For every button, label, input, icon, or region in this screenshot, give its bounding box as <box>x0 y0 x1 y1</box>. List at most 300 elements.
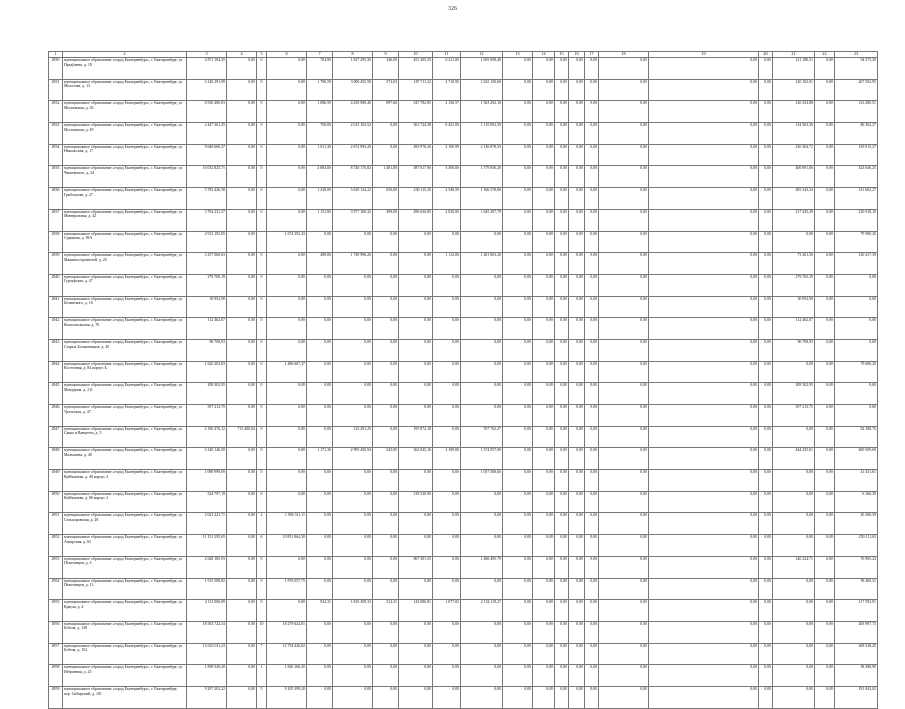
value-cell: 0,00 <box>569 79 585 101</box>
address-cell: муниципальное образование «город Екатеринбург», г. Екатеринбург, ул. Бебеля, д. 138 <box>63 621 187 643</box>
table-row <box>49 231 878 253</box>
table-row <box>49 578 878 600</box>
value-cell: 0,00 <box>759 448 773 470</box>
value-cell: 0,00 <box>569 686 585 708</box>
address-cell: муниципальное образование «город Екатеринбург», г. Екатеринбург, ул. Ангарская, д. 63 <box>63 535 187 557</box>
column-header: 15 <box>555 52 569 58</box>
row-number-cell: 4941 <box>49 296 63 318</box>
value-cell: 0,00 <box>773 426 815 448</box>
value-cell: 0,00 <box>815 665 835 687</box>
value-cell: 0,00 <box>569 188 585 210</box>
value-cell: 0,00 <box>503 231 533 253</box>
value-cell: 0,00 <box>759 556 773 578</box>
value-cell: 0,00 <box>815 578 835 600</box>
value-cell: 2 156,57 <box>433 101 461 123</box>
value-cell: 0,00 <box>227 296 257 318</box>
value-cell: 0,00 <box>227 556 257 578</box>
value-cell: 0,00 <box>585 621 599 643</box>
value-cell: 0,00 <box>307 339 333 361</box>
value-cell: 0,00 <box>599 188 649 210</box>
table-row <box>49 535 878 557</box>
value-cell: 30 952,90 <box>187 296 227 318</box>
value-cell: 0,00 <box>585 491 599 513</box>
value-cell: 0,00 <box>267 448 307 470</box>
value-cell: 0,00 <box>227 339 257 361</box>
value-cell: 0 <box>257 58 267 80</box>
value-cell: 0,00 <box>815 123 835 145</box>
value-cell: 0,00 <box>461 621 503 643</box>
value-cell: 489,00 <box>307 253 333 275</box>
column-header: 14 <box>533 52 555 58</box>
address-cell: муниципальное образование «город Екатеринбург», г. Екатеринбург, ул. Московская, д. 30 <box>63 101 187 123</box>
value-cell: 0,00 <box>533 686 555 708</box>
value-cell: 0,00 <box>307 686 333 708</box>
row-number-cell: 4952 <box>49 535 63 557</box>
value-cell: 0,00 <box>503 166 533 188</box>
column-header: 2 <box>63 52 187 58</box>
value-cell: 0,00 <box>227 621 257 643</box>
value-cell: 0,00 <box>533 470 555 492</box>
value-cell: 0,00 <box>533 578 555 600</box>
value-cell: 246,00 <box>373 58 399 80</box>
value-cell: 4 113 000,09 <box>187 600 227 622</box>
value-cell: 0,00 <box>433 578 461 600</box>
value-cell: 0,00 <box>759 383 773 405</box>
value-cell: 0,00 <box>399 686 433 708</box>
value-cell: 1 166 378,06 <box>461 188 503 210</box>
value-cell: 0,00 <box>227 144 257 166</box>
value-cell: 0,00 <box>503 405 533 427</box>
value-cell: 0,00 <box>555 361 569 383</box>
value-cell: 3 140 291,99 <box>187 79 227 101</box>
value-cell: 0,00 <box>333 665 373 687</box>
column-header: 23 <box>835 52 878 58</box>
value-cell: 0,00 <box>555 621 569 643</box>
address-cell: муниципальное образование «город Екатеринбург», г. Екатеринбург, ул. Чапаевского, д. 24 <box>63 166 187 188</box>
value-cell: 0,00 <box>373 339 399 361</box>
value-cell: 0 <box>257 448 267 470</box>
table-row <box>49 643 878 665</box>
value-cell: 3 257 060,63 <box>187 253 227 275</box>
value-cell: 0,00 <box>759 166 773 188</box>
value-cell: 0,00 <box>555 274 569 296</box>
row-number-cell: 4957 <box>49 643 63 665</box>
value-cell: 0,00 <box>555 188 569 210</box>
value-cell: 0,00 <box>555 491 569 513</box>
value-cell: 0,00 <box>569 58 585 80</box>
value-cell: 0,00 <box>461 513 503 535</box>
row-number-cell: 4956 <box>49 621 63 643</box>
value-cell: 0,00 <box>433 513 461 535</box>
value-cell: 140 224,71 <box>773 556 815 578</box>
column-header: 21 <box>773 52 815 58</box>
row-number-cell: 4950 <box>49 491 63 513</box>
value-cell: 0,00 <box>569 123 585 145</box>
value-cell: 713 400,84 <box>227 426 257 448</box>
value-cell: 0,00 <box>373 665 399 687</box>
value-cell: 0,00 <box>835 383 878 405</box>
value-cell: 0,00 <box>307 296 333 318</box>
column-header: 1 <box>49 52 63 58</box>
value-cell: 0,00 <box>649 188 759 210</box>
value-cell: 2 628 185,93 <box>187 556 227 578</box>
column-header: 13 <box>503 52 533 58</box>
value-cell: 0,00 <box>503 101 533 123</box>
value-cell: 0,00 <box>307 513 333 535</box>
value-cell: 0,00 <box>569 318 585 340</box>
address-cell: муниципальное образование «город Екатеринбург», г. Екатеринбург, ул. Минеральная, д. 42 <box>63 209 187 231</box>
value-cell: 0,00 <box>433 296 461 318</box>
value-cell: 0,00 <box>599 144 649 166</box>
value-cell: 0,00 <box>773 686 815 708</box>
value-cell: 0,00 <box>759 318 773 340</box>
value-cell: 0 <box>257 144 267 166</box>
value-cell: 0,00 <box>227 665 257 687</box>
value-cell: 3 109,00 <box>433 448 461 470</box>
value-cell: 0 <box>257 491 267 513</box>
value-cell: 0,00 <box>759 405 773 427</box>
value-cell: 0,00 <box>649 556 759 578</box>
value-cell: 0,00 <box>649 448 759 470</box>
value-cell: 0,00 <box>773 665 815 687</box>
value-cell: 0,00 <box>599 600 649 622</box>
value-cell: 323 646,25 <box>835 166 878 188</box>
value-cell: 0,00 <box>585 361 599 383</box>
value-cell: 0,00 <box>267 209 307 231</box>
value-cell: 8 530 480,03 <box>187 101 227 123</box>
value-cell: 0,00 <box>227 79 257 101</box>
value-cell: 0,00 <box>333 535 373 557</box>
value-cell: 0,00 <box>433 405 461 427</box>
value-cell: 0 <box>257 578 267 600</box>
address-cell: муниципальное образование «город Екатеринбург», г. Екатеринбург, ул. Грибоедова, д. 27 <box>63 188 187 210</box>
value-cell: 0,00 <box>533 144 555 166</box>
row-number-cell: 4946 <box>49 405 63 427</box>
value-cell: 0,00 <box>555 58 569 80</box>
value-cell: 0,00 <box>399 231 433 253</box>
row-number-cell: 4955 <box>49 600 63 622</box>
value-cell: 0,00 <box>461 491 503 513</box>
value-cell: 0,00 <box>555 470 569 492</box>
value-cell: 0,00 <box>585 339 599 361</box>
value-cell: 0,00 <box>333 361 373 383</box>
value-cell: 451 305,35 <box>399 58 433 80</box>
value-cell: 1 915 588,82 <box>187 578 227 600</box>
value-cell: 2 447 361,25 <box>187 123 227 145</box>
value-cell: 279 700,19 <box>187 274 227 296</box>
value-cell: 0,00 <box>773 513 815 535</box>
value-cell: 0 <box>257 274 267 296</box>
value-cell: 1 119 092,50 <box>461 123 503 145</box>
value-cell: 0,00 <box>585 253 599 275</box>
value-cell: 0,00 <box>433 318 461 340</box>
value-cell: 120 102,91 <box>773 79 815 101</box>
value-cell: 0,00 <box>599 383 649 405</box>
column-header: 8 <box>333 52 373 58</box>
value-cell: 0,00 <box>569 231 585 253</box>
value-cell: 0,00 <box>533 188 555 210</box>
value-cell: 0,00 <box>569 643 585 665</box>
value-cell: 0,00 <box>599 58 649 80</box>
address-cell: муниципальное образование «город Екатеринбург», г. Екатеринбург, ул. Восточная, д. 84 корпус Б <box>63 361 187 383</box>
value-cell: 0,00 <box>555 665 569 687</box>
value-cell: 0,00 <box>815 600 835 622</box>
value-cell: 0,00 <box>533 621 555 643</box>
column-header: 22 <box>815 52 835 58</box>
value-cell: 0,00 <box>585 686 599 708</box>
value-cell: 2 154 119,27 <box>461 600 503 622</box>
value-cell: 6 <box>257 535 267 557</box>
value-cell: 0,00 <box>555 556 569 578</box>
value-cell: 2 084,00 <box>307 166 333 188</box>
value-cell: 0,00 <box>503 296 533 318</box>
value-cell: 9 640 660,27 <box>187 144 227 166</box>
value-cell: 18 563 722,34 <box>187 621 227 643</box>
value-cell: 0,00 <box>649 58 759 80</box>
value-cell: 0,00 <box>599 535 649 557</box>
value-cell: 217 435,29 <box>773 209 815 231</box>
row-number-cell: 4944 <box>49 361 63 383</box>
value-cell: 0 <box>257 253 267 275</box>
value-cell: 73 261,50 <box>773 253 815 275</box>
value-cell: 0,00 <box>503 253 533 275</box>
value-cell: 0,00 <box>503 556 533 578</box>
value-cell: 2 672 993,20 <box>333 144 373 166</box>
value-cell: 0,00 <box>433 535 461 557</box>
value-cell: 0,00 <box>373 513 399 535</box>
value-cell: 0,00 <box>585 123 599 145</box>
value-cell: 0,00 <box>555 253 569 275</box>
value-cell: 0,00 <box>585 58 599 80</box>
value-cell: 0,00 <box>503 58 533 80</box>
value-cell: 0,00 <box>503 274 533 296</box>
value-cell: 0,00 <box>585 665 599 687</box>
value-cell: 0,00 <box>333 686 373 708</box>
address-cell: муниципальное образование «город Екатеринбург», г. Екатеринбург, ул. Бебеля, д. 154 <box>63 643 187 665</box>
value-cell: 0,00 <box>555 426 569 448</box>
value-cell: 0,00 <box>569 144 585 166</box>
value-cell: 1 994 311,11 <box>267 513 307 535</box>
value-cell: 0 <box>257 556 267 578</box>
value-cell: 0,00 <box>585 188 599 210</box>
value-cell: 0,00 <box>373 231 399 253</box>
value-cell: 0,00 <box>599 231 649 253</box>
value-cell: 283 997,73 <box>835 621 878 643</box>
value-cell: 597 213,75 <box>773 405 815 427</box>
value-cell: 2 136 878,55 <box>461 144 503 166</box>
column-header: 10 <box>399 52 433 58</box>
value-cell: 0,00 <box>569 513 585 535</box>
value-cell: 0,00 <box>307 274 333 296</box>
value-cell: 0,00 <box>503 339 533 361</box>
value-cell: 0,00 <box>533 513 555 535</box>
value-cell: 0,00 <box>533 405 555 427</box>
value-cell: 0,00 <box>267 600 307 622</box>
value-cell: 0,00 <box>433 383 461 405</box>
value-cell: 0,00 <box>759 426 773 448</box>
value-cell: 0,00 <box>267 274 307 296</box>
value-cell: 0,00 <box>759 253 773 275</box>
value-cell: 0,00 <box>815 144 835 166</box>
value-cell: 0,00 <box>649 665 759 687</box>
value-cell: 0,00 <box>503 79 533 101</box>
value-cell: 0,00 <box>267 383 307 405</box>
row-number-cell: 4945 <box>49 383 63 405</box>
value-cell: 0,00 <box>599 339 649 361</box>
value-cell: 1 151,00 <box>307 209 333 231</box>
value-cell: 0,00 <box>599 361 649 383</box>
value-cell: 0,00 <box>759 621 773 643</box>
value-cell: 0,00 <box>227 188 257 210</box>
value-cell: 0,00 <box>533 339 555 361</box>
value-cell: 0,00 <box>267 58 307 80</box>
column-header: 5 <box>257 52 267 58</box>
value-cell: 0,00 <box>555 101 569 123</box>
value-cell: 0,00 <box>585 231 599 253</box>
value-cell: 0 <box>257 405 267 427</box>
value-cell: 0,00 <box>815 448 835 470</box>
value-cell: 0,00 <box>555 144 569 166</box>
value-cell: 0,00 <box>569 600 585 622</box>
value-cell: 0,00 <box>227 491 257 513</box>
value-cell: 2 540,50 <box>433 188 461 210</box>
value-cell: 1 238,00 <box>307 188 333 210</box>
value-cell: 2 190 476,12 <box>187 426 227 448</box>
value-cell: 2 030,00 <box>433 209 461 231</box>
value-cell: 0,00 <box>759 686 773 708</box>
value-cell: 1 645 297,79 <box>461 209 503 231</box>
value-cell: 0,00 <box>503 209 533 231</box>
value-cell: 290 630,85 <box>399 209 433 231</box>
value-cell: 3 977 100,32 <box>333 209 373 231</box>
address-cell: муниципальное образование «город Екатеринбург», г. Екатеринбург, ул. Сурикова, д. 39А <box>63 231 187 253</box>
value-cell: 3 794 231,37 <box>187 209 227 231</box>
value-cell: 0,00 <box>649 686 759 708</box>
value-cell: 1 858 549,20 <box>187 665 227 687</box>
value-cell: 0,00 <box>461 339 503 361</box>
address-cell: муниципальное образование «город Екатеринбург», г. Екатеринбург, ул. Машиностроителей, д. 25 <box>63 253 187 275</box>
value-cell: 0,00 <box>649 318 759 340</box>
value-cell: 0,00 <box>533 448 555 470</box>
value-cell: 0,00 <box>399 578 433 600</box>
address-cell: муниципальное образование «город Екатеринбург», г. Екатеринбург, ул. Куйбышева, д. 48 корпус 2 <box>63 470 187 492</box>
value-cell: 0,00 <box>569 296 585 318</box>
value-cell: 230 304,71 <box>773 144 815 166</box>
value-cell: 0,00 <box>373 361 399 383</box>
address-cell: муниципальное образование «город Екатеринбург», г. Екатеринбург, ул. Крауля, д. 4 <box>63 600 187 622</box>
value-cell: 0,00 <box>569 470 585 492</box>
value-cell: 0,00 <box>503 621 533 643</box>
value-cell: 0,00 <box>759 600 773 622</box>
value-cell: 0,00 <box>599 166 649 188</box>
value-cell: 0,00 <box>569 535 585 557</box>
value-cell: 1 827 295,30 <box>333 58 373 80</box>
value-cell: 0,00 <box>461 535 503 557</box>
value-cell: 0,00 <box>333 470 373 492</box>
value-cell: 0,00 <box>461 318 503 340</box>
value-cell: 6 166,39 <box>835 491 878 513</box>
value-cell: 0,00 <box>433 339 461 361</box>
value-cell: 0,00 <box>773 621 815 643</box>
value-cell: 0,00 <box>227 686 257 708</box>
value-cell: 0,00 <box>835 405 878 427</box>
value-cell: 0,00 <box>227 470 257 492</box>
value-cell: 0,00 <box>569 166 585 188</box>
value-cell: 2 871 194,35 <box>187 58 227 80</box>
value-cell: 0,00 <box>555 296 569 318</box>
value-cell: 0,00 <box>433 274 461 296</box>
value-cell: 0,00 <box>333 339 373 361</box>
value-cell: 0,00 <box>599 209 649 231</box>
table-row <box>49 209 878 231</box>
value-cell: 10 <box>257 621 267 643</box>
value-cell: 0 <box>257 79 267 101</box>
value-cell: 0,00 <box>599 426 649 448</box>
address-cell: муниципальное образование «город Екатеринбург», г. Екатеринбург, ул. Молотова, д. 13 <box>63 79 187 101</box>
value-cell: 0,00 <box>649 79 759 101</box>
value-cell: 0,00 <box>533 166 555 188</box>
value-cell: 0,00 <box>555 209 569 231</box>
value-cell: 0,00 <box>533 491 555 513</box>
value-cell: 279 702,39 <box>773 274 815 296</box>
value-cell: 0,00 <box>649 209 759 231</box>
value-cell: 0,00 <box>399 274 433 296</box>
value-cell: 82 180,76 <box>835 426 878 448</box>
value-cell: 934,31 <box>307 600 333 622</box>
value-cell: 867 301,55 <box>399 556 433 578</box>
value-cell: 0,00 <box>503 383 533 405</box>
value-cell: 0,00 <box>533 58 555 80</box>
value-cell: 0,00 <box>307 405 333 427</box>
value-cell: 0,00 <box>307 556 333 578</box>
value-cell: 0,00 <box>307 231 333 253</box>
table-row <box>49 274 878 296</box>
value-cell: 2 021 221,71 <box>187 513 227 535</box>
value-cell: 123 280,51 <box>835 101 878 123</box>
value-cell: 0,00 <box>815 58 835 80</box>
value-cell: 9 297 203,22 <box>187 686 227 708</box>
value-cell: 0,00 <box>649 405 759 427</box>
value-cell: 0,00 <box>569 578 585 600</box>
value-cell: 0,00 <box>759 101 773 123</box>
value-cell: 0,00 <box>333 513 373 535</box>
table-row <box>49 58 878 80</box>
value-cell: 0,00 <box>585 79 599 101</box>
value-cell: 0,00 <box>267 253 307 275</box>
value-cell: 0,00 <box>759 665 773 687</box>
value-cell: 0,00 <box>373 426 399 448</box>
value-cell: 0,00 <box>503 491 533 513</box>
value-cell: 0,00 <box>227 513 257 535</box>
value-cell: 1 481,00 <box>373 166 399 188</box>
value-cell: 0,00 <box>759 79 773 101</box>
value-cell: 0,00 <box>569 621 585 643</box>
value-cell: 0,00 <box>333 274 373 296</box>
value-cell: 0,00 <box>399 339 433 361</box>
column-header: 3 <box>187 52 227 58</box>
value-cell: 1 625 150,60 <box>461 79 503 101</box>
value-cell: 0,00 <box>815 643 835 665</box>
value-cell: 120 417,39 <box>835 253 878 275</box>
value-cell: 400 509,69 <box>835 448 878 470</box>
value-cell: 0,00 <box>533 383 555 405</box>
value-cell: 0,00 <box>555 643 569 665</box>
value-cell: 8 740 176,82 <box>333 166 373 188</box>
value-cell: 0,00 <box>533 253 555 275</box>
value-cell: 268 528,25 <box>835 643 878 665</box>
value-cell: 0,00 <box>533 123 555 145</box>
value-cell: 0,00 <box>267 556 307 578</box>
